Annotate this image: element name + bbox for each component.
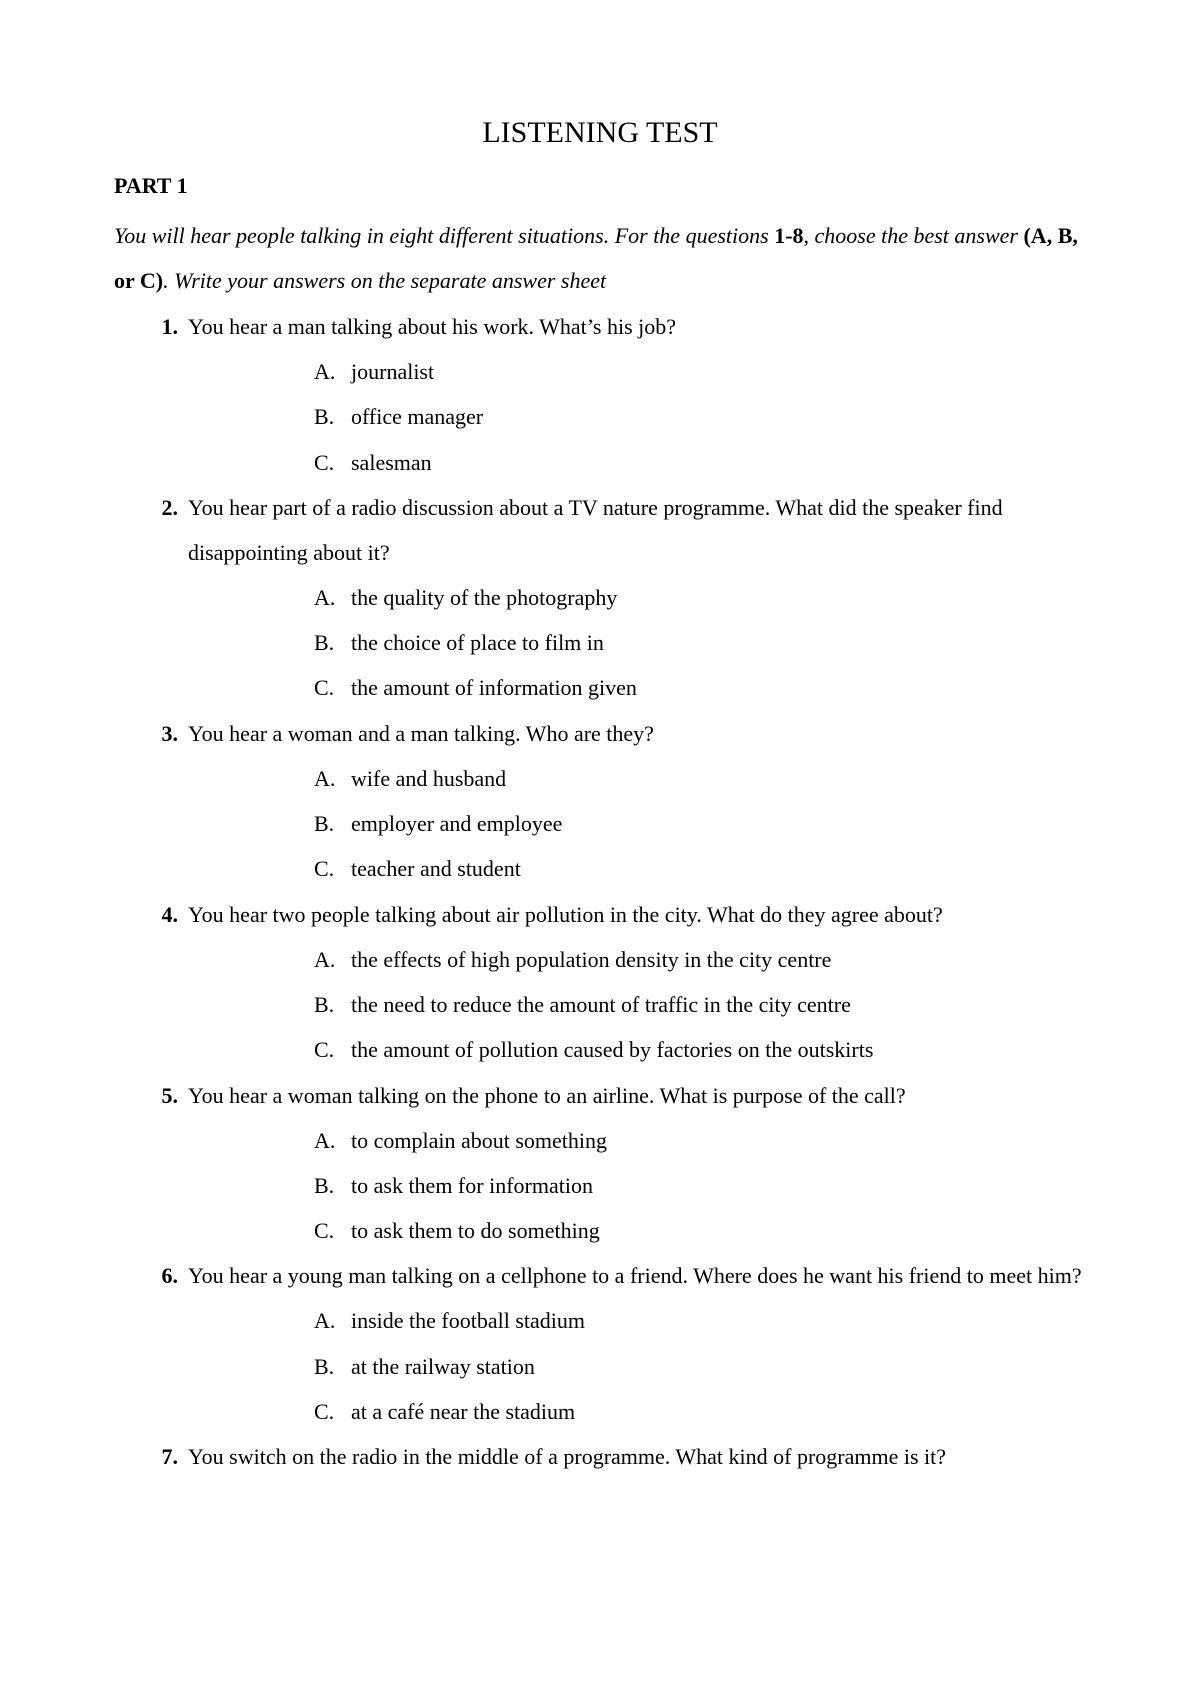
- instructions: [114, 213, 1094, 303]
- option-list: [0, 1118, 1200, 1254]
- option-letter: C.: [314, 449, 335, 475]
- option-b: [0, 1344, 1200, 1389]
- question-number: 3.: [161, 720, 178, 746]
- instructions-text-1: You will hear people talking in eight different situations. For the questions: [114, 223, 775, 248]
- question-number: 1.: [161, 314, 178, 339]
- option-a: [0, 575, 1200, 620]
- option-c: [0, 1208, 1200, 1253]
- option-list: [0, 575, 1200, 711]
- option-letter: A.: [314, 765, 336, 791]
- option-b: [0, 620, 1200, 665]
- question-3: [0, 711, 1200, 892]
- question-4: [0, 892, 1200, 1073]
- option-letter: B.: [314, 991, 335, 1017]
- option-letter: C.: [314, 675, 335, 701]
- option-letter: B.: [314, 404, 335, 430]
- instructions-text-3: . Write your answers on the separate answer sheet: [163, 268, 607, 293]
- page-title: LISTENING TEST: [482, 116, 718, 149]
- option-a: [0, 1298, 1200, 1343]
- option-list: [0, 756, 1200, 892]
- question-text: You hear a young man talking on a cellphone to a friend. Where does he want his friend to meet him?: [188, 1263, 1082, 1289]
- option-c: [0, 1027, 1200, 1072]
- option-text: teacher and student: [351, 856, 521, 882]
- option-a: [0, 937, 1200, 982]
- question-6: [0, 1253, 1200, 1434]
- question-number: 6.: [161, 1263, 178, 1289]
- question-text: You hear part of a radio discussion about a TV nature programme. What did the speaker find disappointing about it?: [188, 494, 1003, 565]
- option-text: employer and employee: [351, 811, 563, 837]
- option-text: to ask them for information: [351, 1172, 593, 1198]
- option-text: to ask them to do something: [351, 1218, 600, 1244]
- question-text: You hear a man talking about his work. What’s his job?: [188, 314, 677, 339]
- option-text: the quality of the photography: [351, 584, 618, 610]
- question-2: [0, 485, 1200, 711]
- part-heading: PART 1: [114, 173, 188, 198]
- option-a: [0, 1118, 1200, 1163]
- option-text: inside the football stadium: [351, 1308, 586, 1334]
- question-5: [0, 1073, 1200, 1254]
- option-text: the effects of high population density in the city centre: [351, 946, 832, 972]
- question-text: You hear a woman talking on the phone to an airline. What is purpose of the call?: [188, 1082, 906, 1108]
- option-letter: A.: [314, 1308, 336, 1334]
- option-text: office manager: [351, 404, 484, 430]
- option-text: the amount of information given: [351, 675, 637, 701]
- option-letter: C.: [314, 1218, 335, 1244]
- question-text: You hear two people talking about air pollution in the city. What do they agree about?: [188, 901, 943, 927]
- question-number: 4.: [161, 901, 178, 927]
- option-text: at a café near the stadium: [351, 1399, 576, 1425]
- option-b: [0, 1163, 1200, 1208]
- option-text: the need to reduce the amount of traffic in the city centre: [351, 991, 851, 1017]
- instructions-answer-choices: (A, B, or C): [114, 223, 1078, 293]
- option-letter: A.: [314, 359, 336, 384]
- option-letter: C.: [314, 1037, 335, 1063]
- option-letter: B.: [314, 811, 335, 837]
- option-letter: A.: [314, 946, 336, 972]
- option-text: journalist: [351, 359, 435, 384]
- option-b: [0, 982, 1200, 1027]
- option-list: [0, 1298, 1200, 1434]
- question-7: [0, 1434, 1200, 1479]
- option-letter: C.: [314, 1399, 335, 1425]
- option-b: [0, 801, 1200, 846]
- option-list: [0, 349, 1200, 485]
- option-b: [0, 394, 1200, 439]
- option-letter: B.: [314, 1172, 335, 1198]
- question-number: 7.: [161, 1444, 178, 1470]
- option-a: [0, 349, 1200, 394]
- option-letter: B.: [314, 630, 335, 656]
- option-text: the amount of pollution caused by factories on the outskirts: [351, 1037, 874, 1063]
- option-list: [0, 937, 1200, 1073]
- question-number: 5.: [161, 1082, 178, 1108]
- question-list: [0, 304, 1200, 1479]
- option-text: at the railway station: [351, 1353, 535, 1379]
- instructions-text-2: , choose the best answer: [803, 223, 1024, 248]
- option-text: to complain about something: [351, 1127, 608, 1153]
- option-a: [0, 756, 1200, 801]
- option-c: [0, 846, 1200, 891]
- option-text: wife and husband: [351, 765, 507, 791]
- option-text: the choice of place to film in: [351, 630, 604, 656]
- option-c: [0, 1389, 1200, 1434]
- option-c: [0, 665, 1200, 710]
- option-letter: B.: [314, 1353, 335, 1379]
- question-1: [0, 304, 1200, 485]
- question-text: You hear a woman and a man talking. Who are they?: [188, 720, 654, 746]
- question-number: 2.: [161, 494, 178, 520]
- option-c: [0, 440, 1200, 485]
- option-text: salesman: [351, 449, 432, 475]
- option-letter: A.: [314, 584, 336, 610]
- option-letter: C.: [314, 856, 335, 882]
- instructions-question-range: 1-8: [774, 223, 804, 248]
- option-letter: A.: [314, 1127, 336, 1153]
- question-text: You switch on the radio in the middle of a programme. What kind of programme is it?: [188, 1444, 947, 1470]
